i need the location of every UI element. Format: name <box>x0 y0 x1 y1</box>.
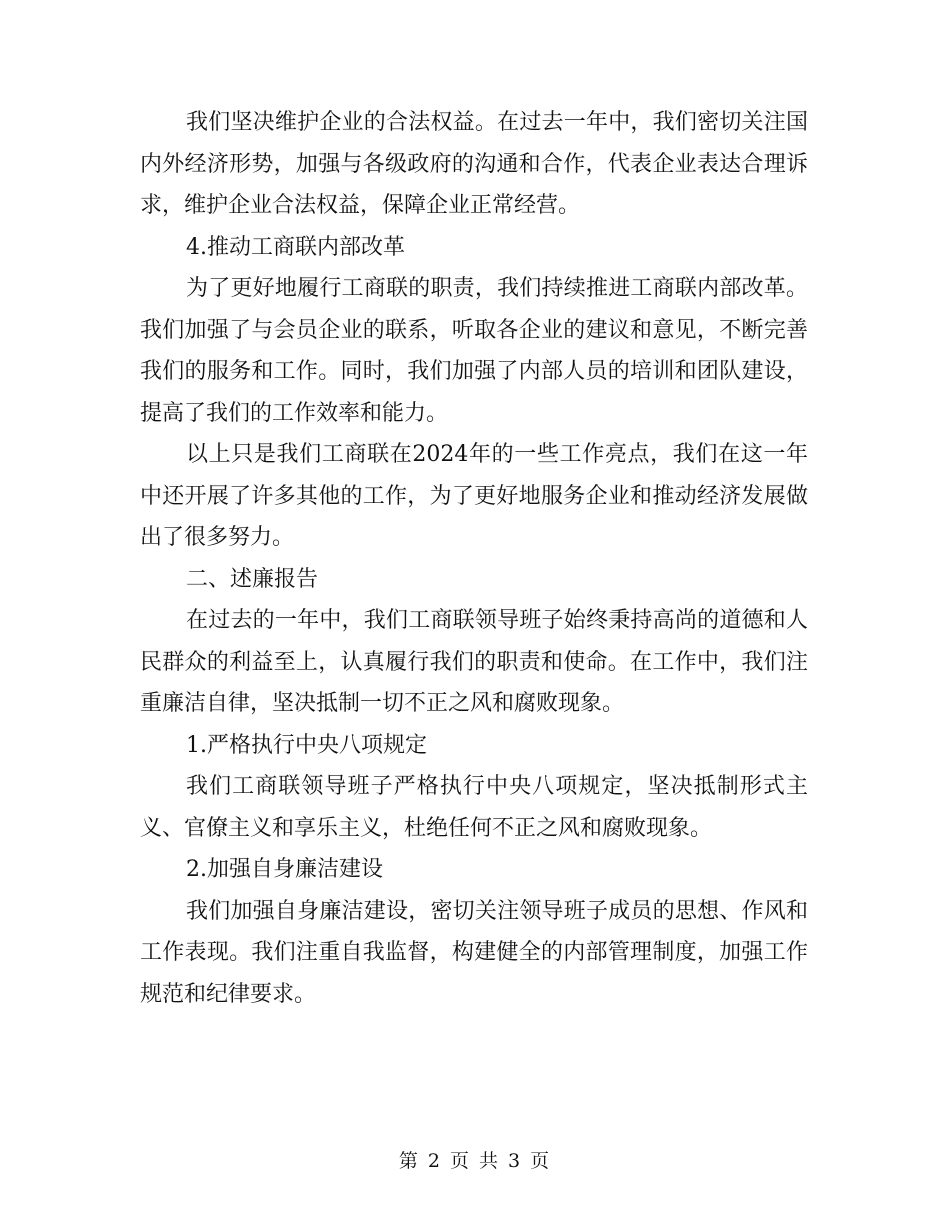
heading-self-integrity: 2.加强自身廉洁建设 <box>186 857 383 882</box>
paragraph-internal-reform: 为了更好地履行工商联的职责，我们持续推进工商联内部改革。我们加强了与会员企业的联系，听取各企业的建议和意见，不断完善我们的服务和工作。同时，我们加强了内部人员的培训和团队建设，提高了我们的工作效率和能力。 <box>140 276 808 426</box>
paragraph-highlights: 以上只是我们工商联在2024年的一些工作亮点，我们在这一年中还开展了许多其他的工作，为了更好地服务企业和推动经济发展做出了很多努力。 <box>140 442 808 550</box>
paragraph-rights: 我们坚决维护企业的合法权益。在过去一年中，我们密切关注国内外经济形势，加强与各级政府的沟通和合作，代表企业表达合理诉求，维护企业合法权益，保障企业正常经营。 <box>140 110 808 218</box>
heading-internal-reform: 4.推动工商联内部改革 <box>186 234 405 260</box>
paragraph-integrity-intro: 在过去的一年中，我们工商联领导班子始终秉持高尚的道德和人民群众的利益至上，认真履行我们的职责和使命。在工作中，我们注重廉洁自律，坚决抵制一切不正之风和腐败现象。 <box>140 608 808 716</box>
heading-integrity-report: 二、述廉报告 <box>186 566 319 592</box>
paragraph-eight-rules: 我们工商联领导班子严格执行中央八项规定，坚决抵制形式主义、官僚主义和享乐主义，杜绝任何不正之风和腐败现象。 <box>140 774 808 841</box>
document-body <box>140 102 808 1015</box>
heading-eight-rules: 1.严格执行中央八项规定 <box>186 732 427 758</box>
paragraph-self-integrity: 我们加强自身廉洁建设，密切关注领导班子成员的思想、作风和工作表现。我们注重自我监督，构建健全的内部管理制度，加强工作规范和纪律要求。 <box>140 898 808 1007</box>
page-number-footer: 第 2 页 共 3 页 <box>398 1150 552 1172</box>
